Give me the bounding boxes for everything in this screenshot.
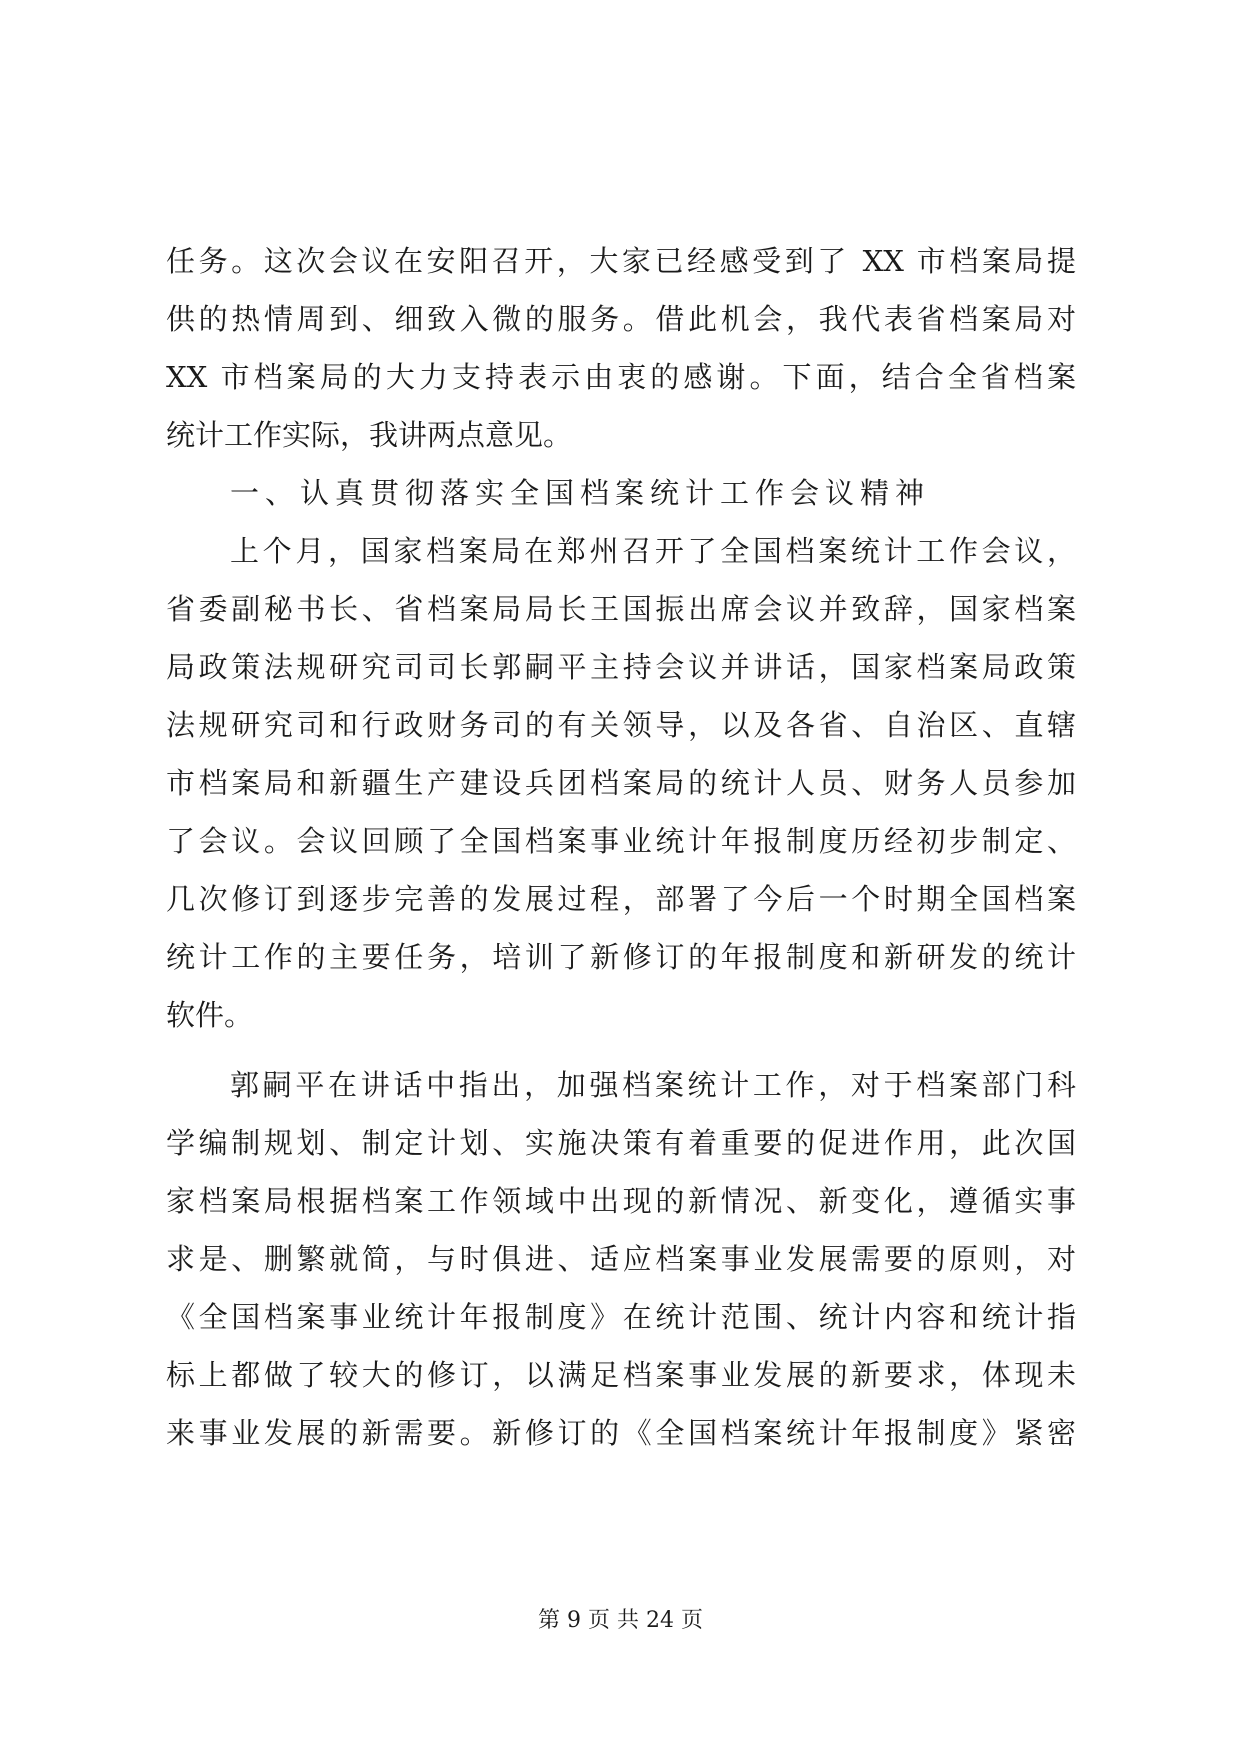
text-line: 家档案局根据档案工作领域中出现的新情况、新变化，遵循实事 (166, 1184, 1076, 1218)
paragraph (166, 232, 1076, 464)
paragraph (166, 1056, 1076, 1462)
paragraph (166, 522, 1076, 1044)
text-line: 供的热情周到、细致入微的服务。借此机会，我代表省档案局对 (166, 302, 1076, 336)
text-line: 《全国档案事业统计年报制度》在统计范围、统计内容和统计指 (166, 1300, 1076, 1334)
text-line: 郭嗣平在讲话中指出，加强档案统计工作，对于档案部门科 (230, 1068, 1076, 1102)
text-line: 学编制规划、制定计划、实施决策有着重要的促进作用，此次国 (166, 1126, 1076, 1160)
text-line: 几次修订到逐步完善的发展过程，部署了今后一个时期全国档案 (166, 882, 1076, 916)
text-line: 统计工作实际，我讲两点意见。 (166, 418, 573, 452)
page-number-footer: 第 9 页 共 24 页 (538, 1608, 703, 1633)
text-line: 市档案局和新疆生产建设兵团档案局的统计人员、财务人员参加 (166, 766, 1076, 800)
paragraph-gap (166, 1044, 1076, 1056)
text-line: 软件。 (166, 998, 254, 1032)
text-line: 省委副秘书长、省档案局局长王国振出席会议并致辞，国家档案 (166, 592, 1076, 626)
text-line: 法规研究司和行政财务司的有关领导，以及各省、自治区、直辖 (166, 708, 1076, 742)
text-line: 统计工作的主要任务，培训了新修订的年报制度和新研发的统计 (166, 940, 1076, 974)
text-line: XX 市档案局的大力支持表示由衷的感谢。下面，结合全省档案 (166, 360, 1076, 394)
text-line: 求是、删繁就简，与时俱进、适应档案事业发展需要的原则，对 (166, 1242, 1076, 1276)
section-heading: 一、认真贯彻落实全国档案统计工作会议精神 (230, 476, 931, 510)
text-line: 局政策法规研究司司长郭嗣平主持会议并讲话，国家档案局政策 (166, 650, 1076, 684)
text-line: 来事业发展的新需要。新修订的《全国档案统计年报制度》紧密 (166, 1416, 1076, 1450)
text-line: 任务。这次会议在安阳召开，大家已经感受到了 XX 市档案局提 (166, 244, 1076, 278)
document-body (166, 232, 1076, 1462)
text-line: 标上都做了较大的修订，以满足档案事业发展的新要求，体现未 (166, 1358, 1076, 1392)
text-line: 上个月，国家档案局在郑州召开了全国档案统计工作会议， (230, 534, 1076, 568)
text-line: 了会议。会议回顾了全国档案事业统计年报制度历经初步制定、 (166, 824, 1076, 858)
